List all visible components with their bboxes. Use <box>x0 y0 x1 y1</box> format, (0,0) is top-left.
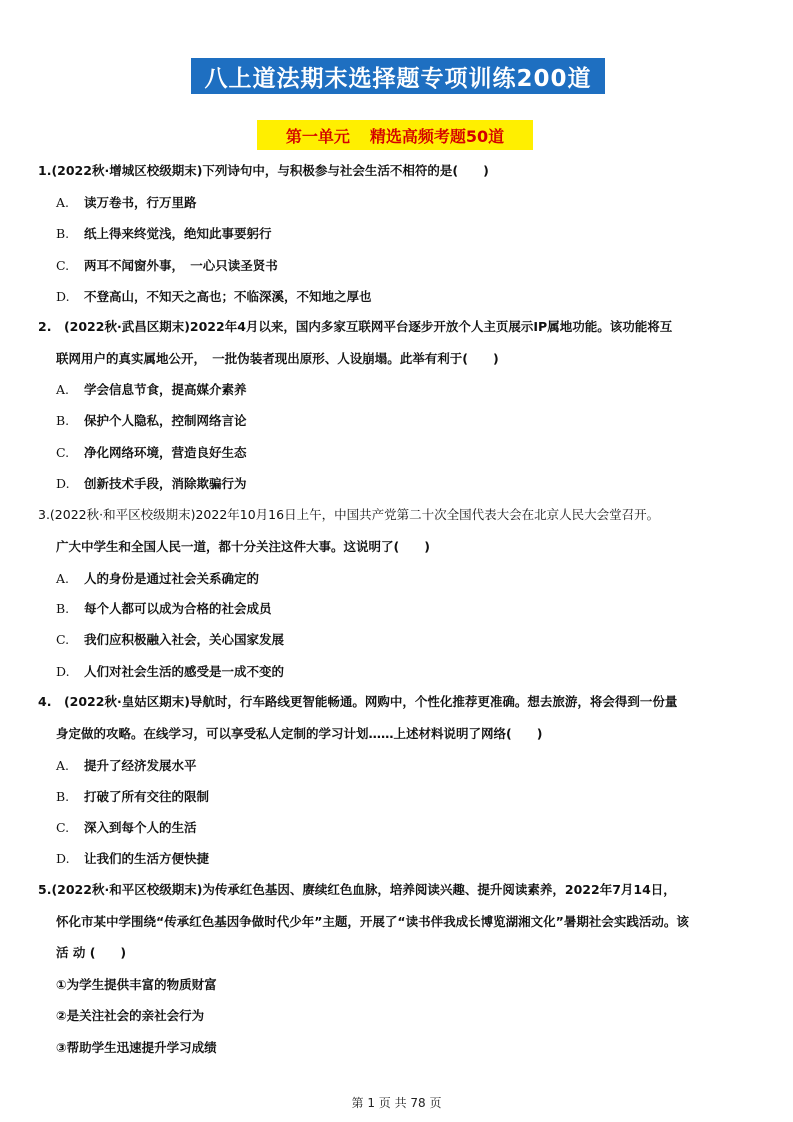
question-3-option-b <box>56 601 272 617</box>
question-2-stem-line-2: 联网用户的真实属地公开， 一批伪装者现出原形、人设崩塌。此举有利于( ) <box>56 351 499 366</box>
option-letter: C. <box>56 820 70 835</box>
option-text: 净化网络环境，营造良好生态 <box>84 445 247 460</box>
question-4-option-b <box>56 789 209 805</box>
statement-text: ①为学生提供丰富的物质财富 <box>56 977 217 992</box>
option-letter: D. <box>56 289 70 304</box>
option-letter: A. <box>56 195 70 210</box>
unit-subtitle: 精选高频考题50道 <box>369 126 505 146</box>
question-5-statement-1 <box>56 977 217 993</box>
question-1-stem: 1.(2022秋·增城区校级期末)下列诗句中，与积极参与社会生活不相符的是( ) <box>38 163 489 178</box>
document-title-banner <box>191 58 605 94</box>
option-letter: C. <box>56 632 70 647</box>
question-5-stem-line-1: 5.(2022秋·和平区校级期末)为传承红色基因、赓续红色血脉，培养阅读兴趣、提升阅读素养，2022年7月14日， <box>38 882 676 897</box>
option-text: 创新技术手段，消除欺骗行为 <box>84 476 247 491</box>
option-letter: B. <box>56 413 70 428</box>
question-3-option-d <box>56 664 284 680</box>
question-2-option-d <box>56 476 247 492</box>
question-3-option-a <box>56 571 259 587</box>
option-text: 纸上得来终觉浅，绝知此事要躬行 <box>84 226 272 241</box>
option-text: 深入到每个人的生活 <box>84 820 197 835</box>
question-1-option-d <box>56 289 372 305</box>
page-footer: 第 1 页 共 78 页 <box>351 1096 442 1110</box>
question-4-option-d <box>56 851 209 867</box>
option-text: 保护个人隐私，控制网络言论 <box>84 413 247 428</box>
option-text: 打破了所有交往的限制 <box>84 789 210 804</box>
option-text: 学会信息节食，提高媒介素养 <box>84 382 247 397</box>
question-4-stem-line-1: 4. (2022秋·皇姑区期末)导航时，行车路线更智能畅通。网购中，个性化推荐更准确。想去旅游，将会得到一份量 <box>38 694 678 709</box>
option-text: 两耳不闻窗外事， 一心只读圣贤书 <box>84 258 278 273</box>
document-title: 八上道法期末选择题专项训练200道 <box>204 65 592 92</box>
option-letter: B. <box>56 789 70 804</box>
option-text: 提升了经济发展水平 <box>84 758 197 773</box>
option-text: 不登高山，不知天之高也；不临深溪，不知地之厚也 <box>84 289 372 304</box>
option-letter: D. <box>56 664 70 679</box>
question-3-stem-line-1: 3.(2022秋·和平区校级期末)2022年10月16日上午，中国共产党第二十次全国代表大会在北京人民大会堂召开。 <box>38 507 660 522</box>
question-5-stem-line-2: 怀化市某中学围绕“传承红色基因争做时代少年”主题，开展了“读书伴我成长博览湖湘文化”暑期社会实践活动。该 <box>56 914 689 929</box>
question-2-stem-line-1: 2. (2022秋·武昌区期末)2022年4月以来，国内多家互联网平台逐步开放个人主页展示IP属地功能。该功能将互 <box>38 319 673 334</box>
option-letter: B. <box>56 226 70 241</box>
option-text: 读万卷书，行万里路 <box>84 195 197 210</box>
question-4-option-a <box>56 758 197 774</box>
question-4-stem-line-2: 身定做的攻略。在线学习，可以享受私人定制的学习计划……上述材料说明了网络( ) <box>56 726 543 741</box>
option-letter: B. <box>56 601 70 616</box>
option-letter: D. <box>56 851 70 866</box>
option-text: 每个人都可以成为合格的社会成员 <box>84 601 272 616</box>
option-letter: A. <box>56 571 70 586</box>
question-4-option-c <box>56 820 197 836</box>
option-letter: D. <box>56 476 70 491</box>
question-3-option-c <box>56 632 284 648</box>
question-1-option-b <box>56 226 272 242</box>
question-5-statement-3 <box>56 1040 217 1056</box>
question-5-stem-line-3: 活 动 ( ) <box>56 945 127 960</box>
statement-text: ②是关注社会的亲社会行为 <box>56 1008 205 1023</box>
question-2-option-a <box>56 382 247 398</box>
option-letter: C. <box>56 445 70 460</box>
question-5-statement-2 <box>56 1008 204 1024</box>
option-letter: A. <box>56 758 70 773</box>
unit-heading <box>257 120 533 150</box>
question-3-stem-line-2: 广大中学生和全国人民一道，都十分关注这件大事。这说明了( ) <box>56 539 430 554</box>
question-2-option-c <box>56 445 247 461</box>
unit-name: 第一单元 <box>285 126 350 146</box>
question-1-option-a <box>56 195 197 211</box>
option-text: 我们应积极融入社会，关心国家发展 <box>84 632 285 647</box>
question-1-option-c <box>56 258 278 274</box>
option-letter: A. <box>56 382 70 397</box>
option-text: 人的身份是通过社会关系确定的 <box>84 571 260 586</box>
option-text: 让我们的生活方便快捷 <box>84 851 210 866</box>
question-2-option-b <box>56 413 247 429</box>
statement-text: ③帮助学生迅速提升学习成绩 <box>56 1040 217 1055</box>
option-text: 人们对社会生活的感受是一成不变的 <box>84 664 285 679</box>
option-letter: C. <box>56 258 70 273</box>
